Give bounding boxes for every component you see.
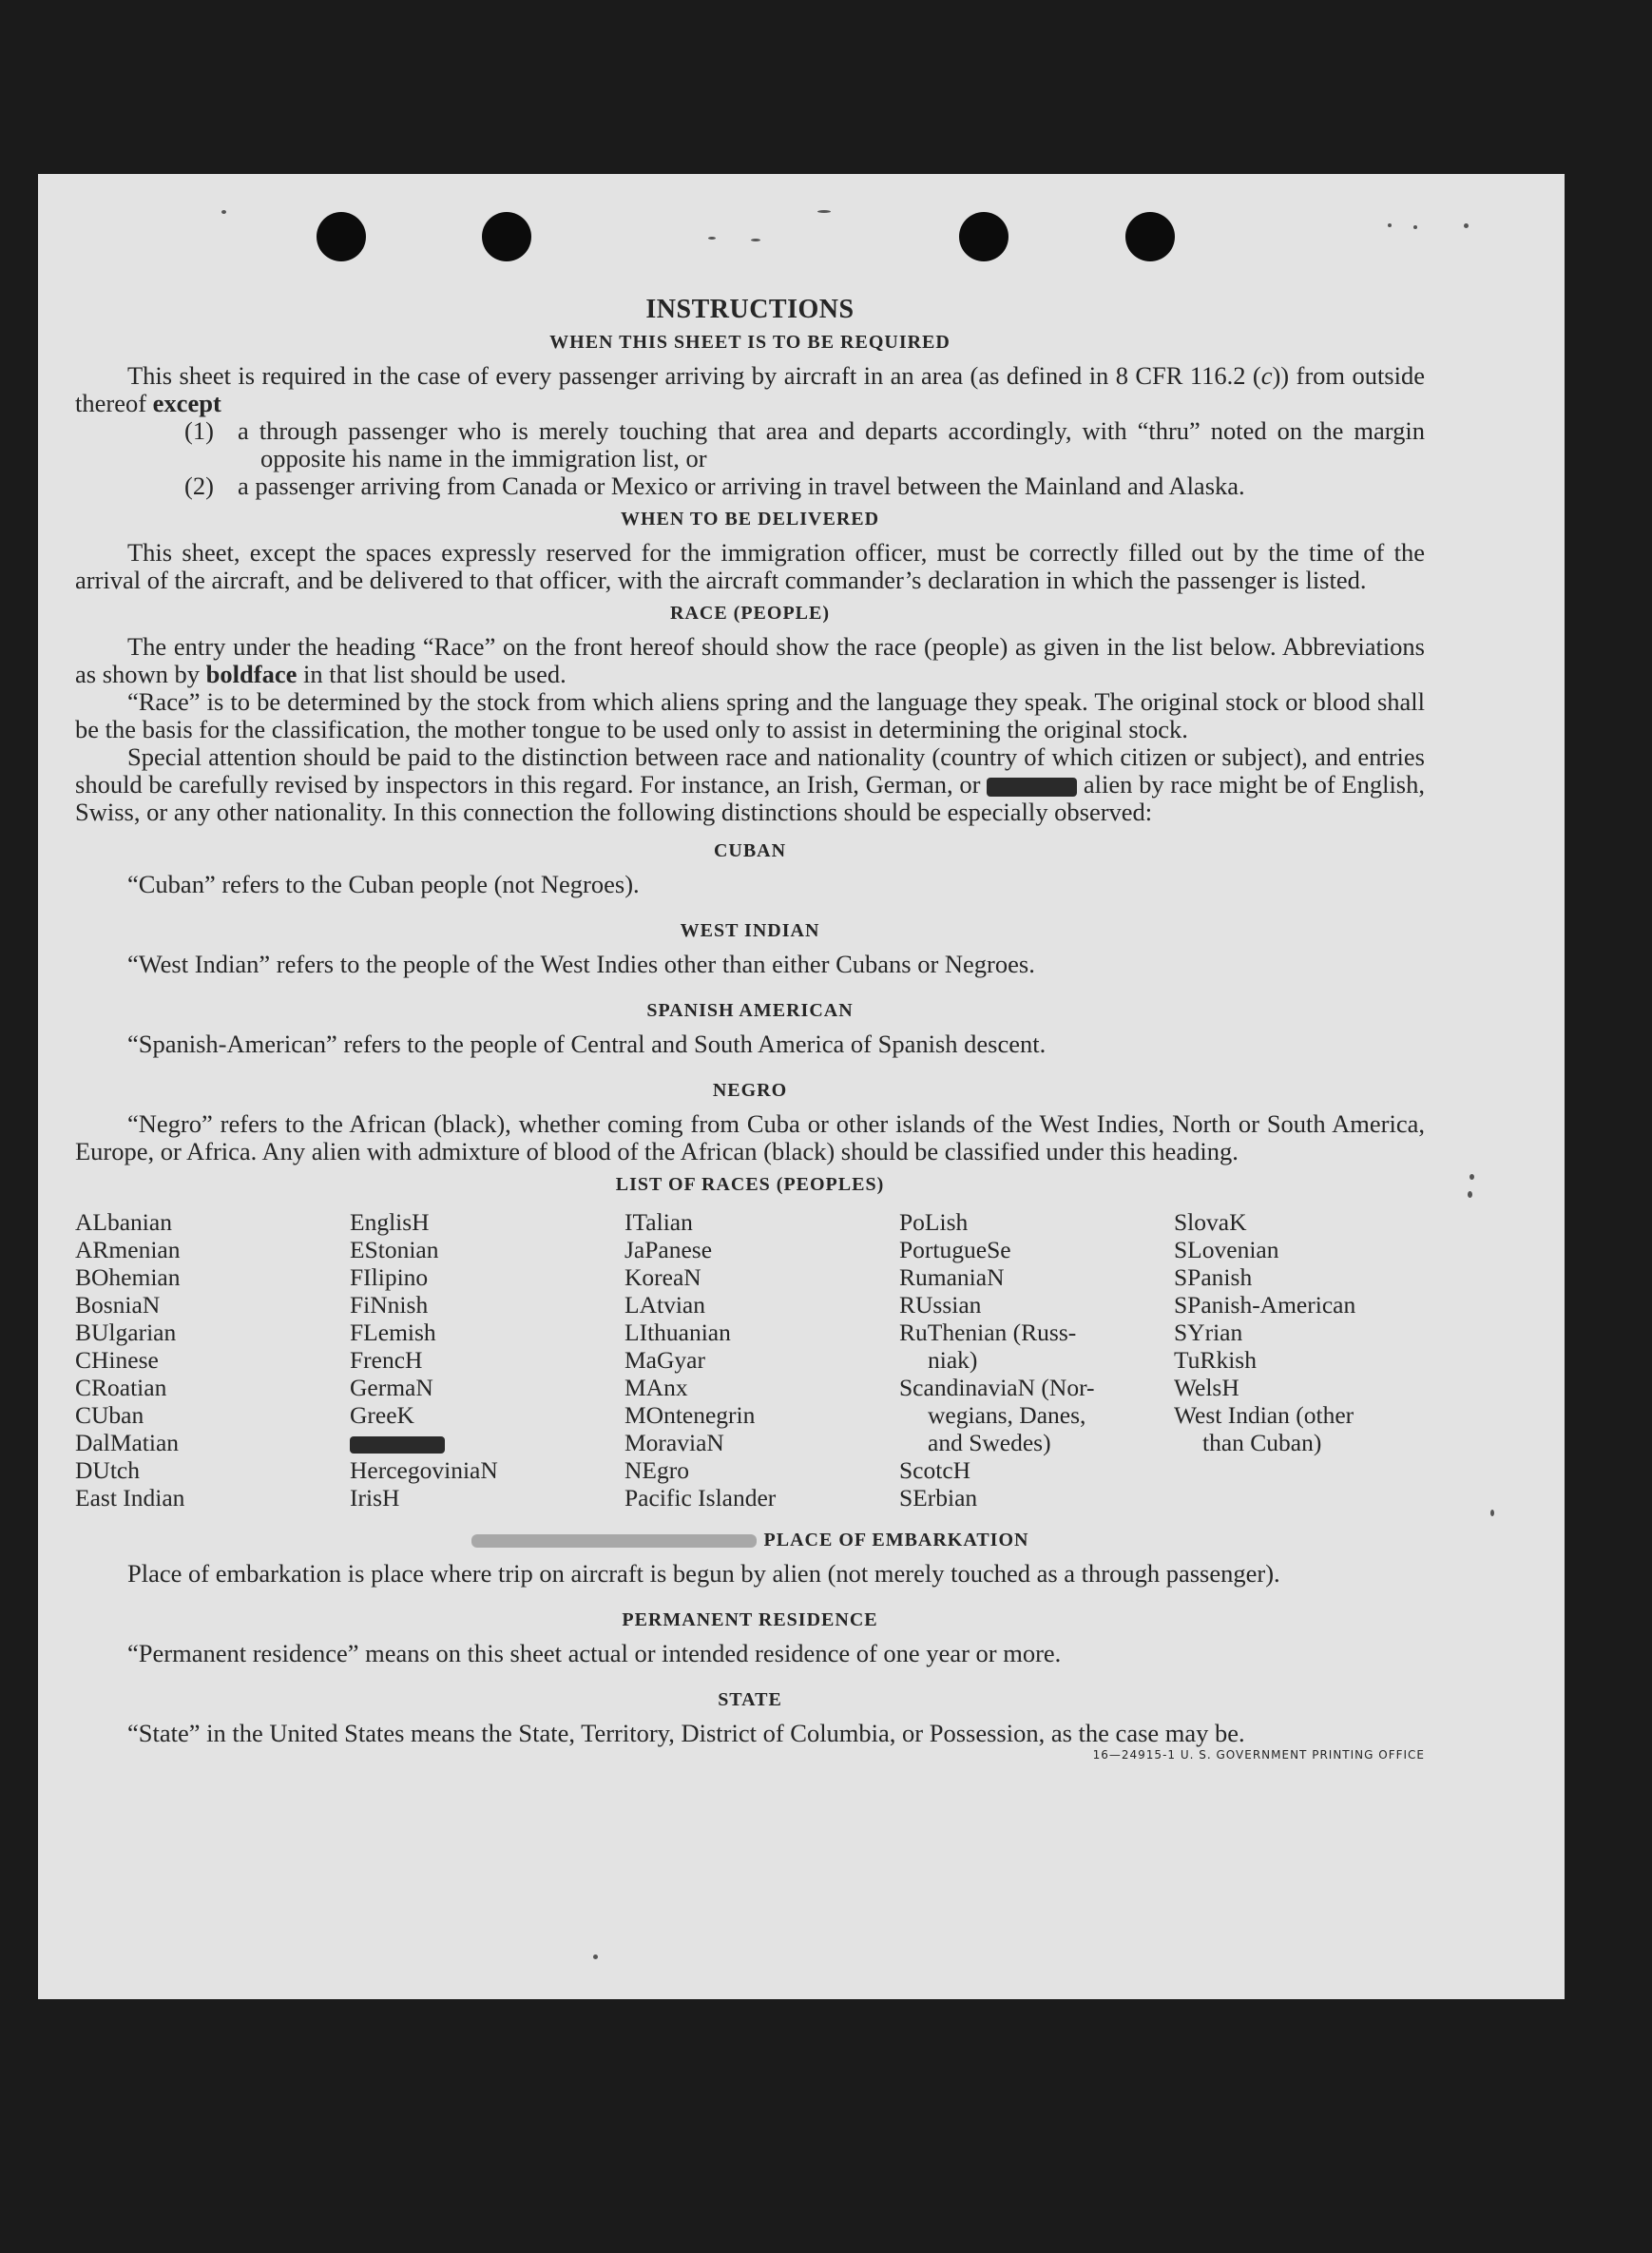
heading-state: STATE <box>718 1689 782 1710</box>
race-item: RUssian <box>899 1291 982 1319</box>
redaction-mark <box>350 1436 445 1454</box>
heading-west-indian: WEST INDIAN <box>680 920 820 941</box>
footer-row <box>75 1747 1425 1769</box>
race-column-3 <box>624 1208 899 1512</box>
speck <box>221 210 226 214</box>
heading-required: WHEN THIS SHEET IS TO BE REQUIRED <box>549 332 951 353</box>
race-item: MoraviaN <box>624 1429 724 1456</box>
speck <box>1490 1510 1494 1516</box>
race-item: SYrian <box>1174 1319 1243 1346</box>
race-item: MaGyar <box>624 1346 705 1374</box>
speck <box>1413 225 1417 229</box>
race-item: LAtvian <box>624 1291 705 1319</box>
race-item: ScotcH <box>899 1456 971 1484</box>
negro-text: “Negro” refers to the African (black), whether coming from Cuba or other islands of the West Indies, North or South America, Europe, or Africa. Any alien with admixture of blood of the African (black) should be classified under this heading. <box>75 1109 1425 1165</box>
race-item: FIlipino <box>350 1263 429 1291</box>
race-paragraph-1: The entry under the heading “Race” on the front hereof should show the race (people) as given in the list below. Abbreviations as shown by boldface in that list should be used. <box>75 632 1425 688</box>
heading-negro: NEGRO <box>712 1080 788 1101</box>
race-paragraph-2: “Race” is to be determined by the stock from which aliens spring and the language they speak. The original stock or blood shall be the basis for the classification, the mother tongue to be used only to assist in determining the original stock. <box>75 687 1425 743</box>
race-item: SErbian <box>899 1484 978 1512</box>
speck <box>1468 1191 1472 1198</box>
required-intro: This sheet is required in the case of every passenger arriving by aircraft in an area (as defined in 8 CFR 116.2 (c)) from outside thereof except <box>75 361 1425 417</box>
race-column-1 <box>75 1208 350 1512</box>
race-item: KoreaN <box>624 1263 701 1291</box>
speck <box>708 237 716 240</box>
speck <box>1464 223 1469 228</box>
punch-hole <box>317 212 366 261</box>
race-item: ALbanian <box>75 1208 172 1236</box>
speck <box>817 210 831 213</box>
race-item: FrencH <box>350 1346 423 1374</box>
race-item: BUlgarian <box>75 1319 177 1346</box>
punch-hole <box>959 212 1008 261</box>
heading-embarkation: PLACE OF EMBARKATION <box>75 1527 1425 1554</box>
race-item: SPanish <box>1174 1263 1253 1291</box>
punch-hole <box>482 212 531 261</box>
race-item: GermaN <box>350 1374 433 1401</box>
cuban-text: “Cuban” refers to the Cuban people (not Negroes). <box>127 870 640 898</box>
race-item: JaPanese <box>624 1236 713 1263</box>
race-paragraph-3: Special attention should be paid to the distinction between race and nationality (country of which citizen or subject), and entries should be carefully revised by inspectors in this regard. For instance, an Irish, German, or alien by race might be of English, Swiss, or any other nationality. In this connection the following distinctions should be especially observed: <box>75 742 1425 826</box>
heading-cuban: CUBAN <box>713 840 787 861</box>
race-item: HercegoviniaN <box>350 1456 498 1484</box>
delivered-text: This sheet, except the spaces expressly reserved for the immigration officer, must be correctly filled out by the time of the arrival of the aircraft, and be delivered to that officer, with the aircraft commander’s declaration in which the passenger is listed. <box>75 538 1425 594</box>
printer-imprint: 16—24915-1 U. S. GOVERNMENT PRINTING OFFICE <box>1092 1748 1425 1762</box>
heading-spanish-american: SPANISH AMERICAN <box>646 1000 854 1021</box>
redaction-mark <box>987 778 1077 797</box>
required-item-1: (1) a through passenger who is merely touching that area and departs accordingly, with “thru” noted on the margin opposite his name in the immigration list, or <box>184 416 1425 472</box>
race-item-redacted <box>350 1429 624 1456</box>
race-item: RumaniaN <box>899 1263 1005 1291</box>
race-item: BOhemian <box>75 1263 181 1291</box>
speck <box>1388 223 1392 227</box>
race-item: EStonian <box>350 1236 439 1263</box>
spanish-american-text: “Spanish-American” refers to the people of Central and South America of Spanish descent. <box>127 1030 1047 1058</box>
state-text: “State” in the United States means the State, Territory, District of Columbia, or Possession, as the case may be. <box>127 1719 1245 1747</box>
speck <box>751 239 760 241</box>
race-item: SPanish-American <box>1174 1291 1356 1319</box>
page-title: INSTRUCTIONS <box>645 295 855 324</box>
race-item: CHinese <box>75 1346 159 1374</box>
race-list <box>75 1208 1425 1512</box>
race-item: CRoatian <box>75 1374 167 1401</box>
race-item: ScandinaviaN (Nor- <box>899 1374 1095 1401</box>
west-indian-text: “West Indian” refers to the people of the West Indies other than either Cubans or Negroes. <box>127 950 1035 978</box>
instructions-content <box>75 296 1425 1769</box>
race-item: RuThenian (Russ- <box>899 1319 1077 1346</box>
required-item-2: (2) a passenger arriving from Canada or Mexico or arriving in travel between the Mainland and Alaska. <box>184 472 1245 500</box>
race-item-continued: and Swedes) <box>928 1429 1051 1456</box>
heading-residence: PERMANENT RESIDENCE <box>622 1609 878 1630</box>
race-item: BosniaN <box>75 1291 161 1319</box>
heading-list-of-races: LIST OF RACES (PEOPLES) <box>615 1174 885 1195</box>
race-item: EnglisH <box>350 1208 430 1236</box>
punch-hole <box>1125 212 1175 261</box>
form-sheet <box>38 174 1565 1999</box>
speck <box>1470 1174 1474 1180</box>
race-column-2 <box>350 1208 624 1512</box>
race-item: DUtch <box>75 1456 140 1484</box>
smudge-mark <box>471 1534 757 1548</box>
speck <box>593 1955 598 1959</box>
race-item: FLemish <box>350 1319 436 1346</box>
race-item: PoLish <box>899 1208 969 1236</box>
race-item: SlovaK <box>1174 1208 1247 1236</box>
race-item: ARmenian <box>75 1236 181 1263</box>
race-item: West Indian (other <box>1174 1401 1354 1429</box>
race-item: SLovenian <box>1174 1236 1279 1263</box>
residence-text: “Permanent residence” means on this sheet actual or intended residence of one year or more. <box>127 1639 1062 1667</box>
race-item: GreeK <box>350 1401 414 1429</box>
race-item: PortugueSe <box>899 1236 1011 1263</box>
race-item: IrisH <box>350 1484 400 1512</box>
heading-race: RACE (PEOPLE) <box>670 603 830 624</box>
race-item: ITalian <box>624 1208 693 1236</box>
race-item: Pacific Islander <box>624 1484 777 1512</box>
race-item: MOntenegrin <box>624 1401 756 1429</box>
race-item-continued: wegians, Danes, <box>928 1401 1086 1429</box>
race-item: DalMatian <box>75 1429 180 1456</box>
race-item: FiNnish <box>350 1291 429 1319</box>
race-item: WelsH <box>1174 1374 1239 1401</box>
race-item: TuRkish <box>1174 1346 1257 1374</box>
race-item-continued: than Cuban) <box>1202 1429 1322 1456</box>
embarkation-text: Place of embarkation is place where trip on aircraft is begun by alien (not merely touched as a through passenger). <box>127 1559 1280 1588</box>
race-item: MAnx <box>624 1374 688 1401</box>
race-item: East Indian <box>75 1484 185 1512</box>
race-item: CUban <box>75 1401 144 1429</box>
race-item: NEgro <box>624 1456 689 1484</box>
heading-delivered: WHEN TO BE DELIVERED <box>620 509 880 530</box>
race-column-4 <box>899 1208 1174 1512</box>
race-column-5 <box>1174 1208 1431 1512</box>
race-item-continued: niak) <box>928 1346 978 1374</box>
race-item: LIthuanian <box>624 1319 731 1346</box>
